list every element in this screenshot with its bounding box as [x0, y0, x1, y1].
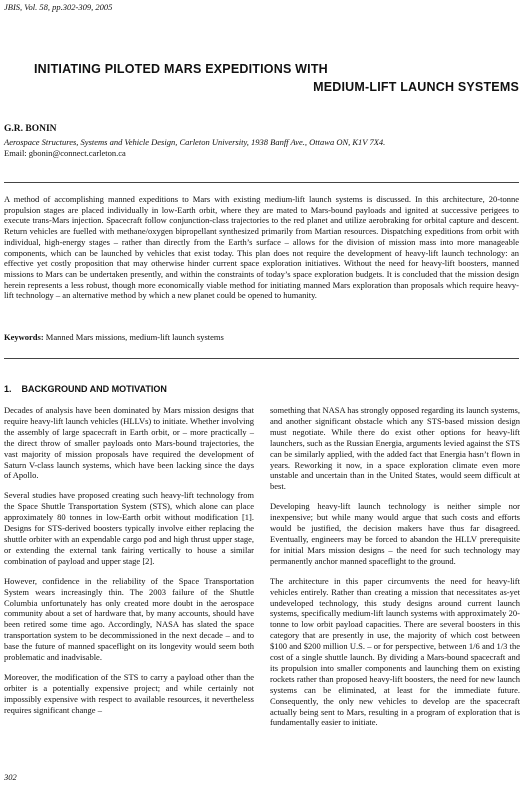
title-line-2: MEDIUM-LIFT LAUNCH SYSTEMS: [313, 80, 519, 94]
author-email: Email: gbonin@connect.carleton.ca: [4, 148, 126, 158]
paragraph: something that NASA has strongly opposed regarding its launch systems, and another significant obstacle which any STS-based mission design must negotiate. While there do exist other options for heavy-lift launchers, such as the Russian Energia, arguments levied against the STS can be similarly applied, with the added fact that Energia hasn’t flown in years. Reworking it now, in a space exploration climate even more unstable and uncertain than in the United States, would seem difficult at best.: [270, 405, 520, 492]
keywords: [4, 332, 519, 342]
author-name: G.R. BONIN: [4, 124, 57, 134]
abstract-top-rule: [4, 182, 519, 183]
keywords-text: Manned Mars missions, medium-lift launch systems: [45, 332, 224, 342]
title-line-1: INITIATING PILOTED MARS EXPEDITIONS WITH: [34, 62, 328, 76]
right-column: [270, 405, 520, 737]
author-affiliation: Aerospace Structures, Systems and Vehicle Design, Carleton University, 1938 Banff Ave., Ottawa ON, K1V 7X4.: [4, 137, 386, 147]
page-number: 302: [4, 772, 17, 782]
journal-citation: JBIS, Vol. 58, pp.302-309, 2005: [4, 2, 113, 12]
keywords-label: Keywords:: [4, 332, 44, 342]
left-column: [4, 405, 254, 725]
paragraph: Moreover, the modification of the STS to carry a payload other than the orbiter is a potentially expensive project; and while certainly not impossibly expensive with respect to available resources, it nevertheless requires significant change –: [4, 671, 254, 715]
paragraph: However, confidence in the reliability of the Space Transportation System wears increasingly thin. The 2003 failure of the Shuttle Columbia unfortunately has only created more doubt in the aerospace community about a set of hardware that, by many accounts, should have been retired some time ago. Accordingly, NASA has slated the space transportation system to be decommissioned in the next decade – and to base the future of manned spaceflight on its longevity would seem both problematic and inadvisable.: [4, 575, 254, 663]
paragraph: Several studies have proposed creating such heavy-lift technology from the Space Shuttle Transportation System (STS), which alone can place approximately 80 tonnes in low-Earth orbit without modification [1]. Designs for STS-derived boosters typically involve either replacing the shuttle orbiter with an expendable cargo pod and high thrust upper stage, or extending the external tank fairing vertically to house a similar combination of payload and upper stage [2].: [4, 490, 254, 566]
paragraph: The architecture in this paper circumvents the need for heavy-lift vehicles entirely. Rather than creating a mission that necessitates as-yet undeveloped technology, this study designs around current launch systems, specifically medium-lift launch systems with approximately 20-tonne to low orbit payload capacities. There are several boosters in this category that are presently in use, the majority of which cost between $100 and $200 million U.S. – or for perspective, between 1/6 and 1/3 the cost of a single shuttle launch. By dividing a Mars-bound spacecraft and its propulsion into smaller components and launching them on existing rockets rather than proposed heavy-lift boosters, the need for new launch systems can be eliminated, at least for the immediate future. Consequently, the only new vehicles to develop are the spacecraft actually being sent to Mars, resulting in a program of exploration that is fundamentally easier to initiate.: [270, 575, 520, 728]
abstract: A method of accomplishing manned expeditions to Mars with existing medium-lift launch systems is discussed. In this architecture, 20-tonne propulsion stages are placed individually in low-Earth orbit, where they are mated to Mars-bound payloads and ignited at successive perigees to execute trans-Mars injection. Spacecraft follow conjunction-class trajectories to the red planet and utilize aerobraking for orbital capture and descent. Return vehicles are fuelled with methane/oxygen bipropellant synthesized primarily from Martian resources. Dispatching expeditions from orbit with individual, high-energy stages – rather than directly from the Earth’s surface – allows for the division of mission mass into more manageable components, which can be launched by vehicles that exist today. This plan does not require the development of heavy-lift launch technology: an effective yet costly proposition that may otherwise hinder current space exploration initiatives. Without the need for heavy-lift boosters, manned missions to Mars can be undertaken presently, and within the constraints of today’s space exploration budgets. It is concluded that the mission design herein represents a less robust, though more economically viable method for initiating manned Mars exploration than proposals which require heavy-lift technology – an alternative method by which a new planet could be opened to humanity.: [4, 194, 519, 301]
section-heading: 1. BACKGROUND AND MOTIVATION: [4, 384, 167, 394]
abstract-bottom-rule: [4, 358, 519, 359]
paragraph: Developing heavy-lift launch technology is neither simple nor inexpensive; but while many would argue that such costs and efforts would be justified, the decision makers have thus far disagreed. Eventually, engineers may be forced to abandon the HLLV prerequisite for initial Mars mission designs – the need for such technology may permanently anchor manned spaceflight to the ground.: [270, 501, 520, 566]
paragraph: Decades of analysis have been dominated by Mars mission designs that require heavy-lift launch vehicles (HLLVs) to initiate. Whether involving the assembly of large spacecraft in Earth orbit, or – more practically – the direct throw of smaller payloads onto Mars-bound trajectories, the vast majority of mission proposals have required the development of Saturn V-class launch systems, which have been lacking since the days of Apollo.: [4, 405, 254, 481]
